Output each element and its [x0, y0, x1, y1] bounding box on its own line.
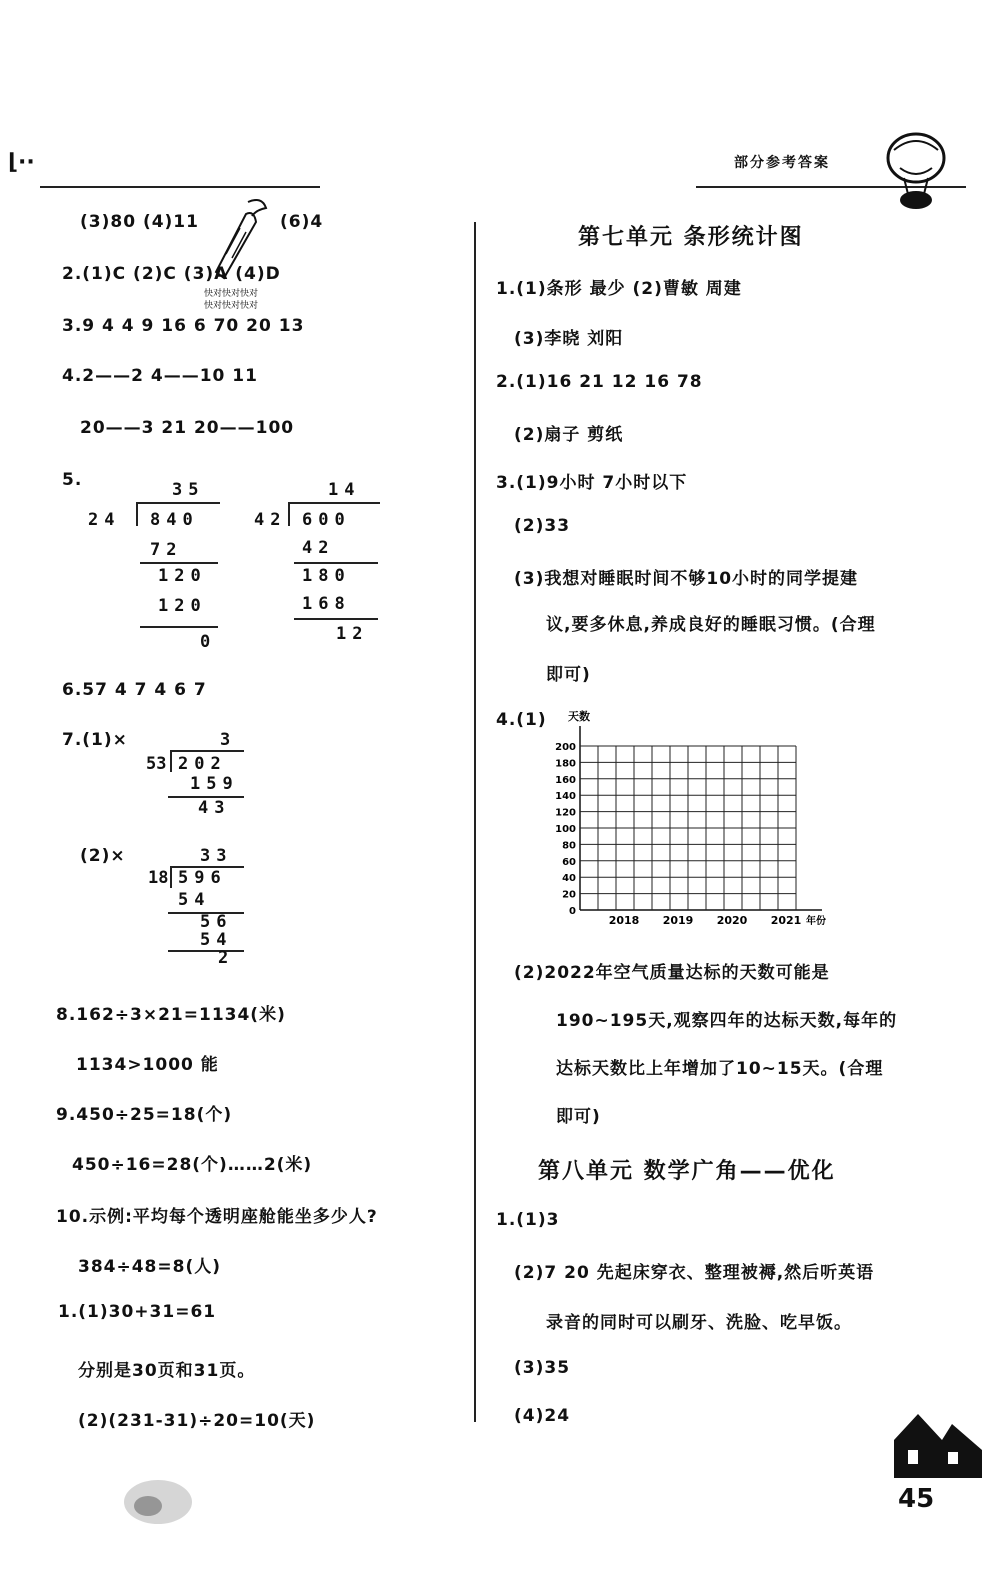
x-tick-label: 2020 — [716, 914, 748, 927]
right-line-10: 4.(1) — [496, 710, 547, 730]
footer-smudge-icon — [118, 1470, 198, 1530]
div2-divisor: 42 — [254, 510, 287, 530]
right-line-6: (2)33 — [514, 516, 571, 536]
left-line-18: (2)(231-31)÷20=10(天) — [78, 1411, 316, 1431]
stamp-text: 快对快对快对 快对快对快对 — [204, 289, 259, 311]
x-tick-label: 2018 — [608, 914, 640, 927]
div1-rem: 0 — [200, 632, 217, 652]
div4-r2: 56 — [200, 912, 233, 932]
div4-quotient: 33 — [200, 846, 233, 866]
div1-divisor: 24 — [88, 510, 121, 530]
y-axis-label: 天数 — [568, 710, 590, 723]
y-tick-label: 100 — [555, 824, 576, 835]
right-line-14: 即可) — [556, 1107, 601, 1127]
div4-bracket — [170, 866, 172, 888]
div2-rem: 12 — [336, 624, 369, 644]
right8-line-4: (3)35 — [514, 1358, 571, 1378]
column-divider — [474, 222, 476, 1422]
div1-bar — [138, 502, 220, 504]
y-tick-label: 140 — [555, 791, 576, 803]
div1-rule-1 — [140, 562, 218, 564]
div2-r2: 180 — [302, 566, 351, 586]
right-line-13: 达标天数比上年增加了10~15天。(合理 — [556, 1059, 884, 1079]
y-tick-label: 60 — [562, 856, 576, 868]
left-line-12: 9.450÷25=18(个) — [56, 1105, 233, 1125]
right-line-5: 3.(1)9小时 7小时以下 — [496, 473, 688, 493]
left-line-13: 450÷16=28(个)……2(米) — [72, 1155, 313, 1175]
corner-mark: ⌊·· — [8, 150, 35, 175]
left-line-3: 3.9 4 4 9 16 6 70 20 13 — [62, 316, 305, 336]
right-line-3: 2.(1)16 21 12 16 78 — [496, 372, 703, 392]
div1-r2: 120 — [158, 566, 207, 586]
right-line-2: (3)李晓 刘阳 — [514, 329, 624, 349]
left-line-2: 2.(1)C (2)C (3)A (4)D — [62, 264, 281, 284]
div4-r1: 54 — [178, 890, 211, 910]
x-tick-label: 2021 — [770, 914, 802, 927]
div2-rule-1 — [294, 562, 378, 564]
right8-line-3: 录音的同时可以刷牙、洗脸、吃早饭。 — [546, 1313, 852, 1333]
left-line-1b: (6)4 — [280, 212, 324, 232]
left-line-8: 7.(1)× — [62, 730, 128, 750]
div2-bracket — [288, 502, 290, 526]
div3-rem: 43 — [198, 798, 231, 818]
x-tick-label: 2019 — [662, 914, 694, 927]
left-line-14: 10.示例:平均每个透明座舱能坐多少人? — [56, 1207, 378, 1227]
right-line-7: (3)我想对睡眠时间不够10小时的同学提建 — [514, 569, 859, 589]
left-line-16: 1.(1)30+31=61 — [58, 1302, 217, 1322]
div4-rem: 2 — [218, 948, 235, 968]
right-line-4: (2)扇子 剪纸 — [514, 425, 624, 445]
div2-quotient: 14 — [328, 480, 361, 500]
right-line-12: 190~195天,观察四年的达标天数,每年的 — [556, 1011, 898, 1031]
bar-chart — [550, 706, 830, 930]
unit8-title: 第八单元 数学广角——优化 — [538, 1159, 836, 1184]
y-tick-label: 180 — [555, 758, 576, 770]
left-line-6: 5. — [62, 470, 83, 490]
div3-dividend: 202 — [178, 754, 227, 774]
right-line-1: 1.(1)条形 最少 (2)曹敏 周建 — [496, 279, 742, 299]
div2-bar — [290, 502, 380, 504]
y-tick-label: 120 — [555, 807, 576, 819]
div3-divisor: 53 — [146, 754, 167, 774]
left-line-10: 8.162÷3×21=1134(米) — [56, 1005, 286, 1025]
y-tick-label: 200 — [555, 742, 576, 753]
right8-line-2: (2)7 20 先起床穿衣、整理被褥,然后听英语 — [514, 1263, 875, 1283]
right8-line-1: 1.(1)3 — [496, 1210, 560, 1230]
div1-r3: 120 — [158, 596, 207, 616]
div2-dividend: 600 — [302, 510, 351, 530]
left-line-17: 分别是30页和31页。 — [78, 1361, 256, 1381]
div4-r3: 54 — [200, 930, 233, 950]
right-line-9: 即可) — [546, 665, 591, 685]
div3-quotient: 3 — [220, 730, 237, 750]
left-line-9: (2)× — [80, 846, 126, 866]
y-tick-label: 20 — [562, 889, 576, 901]
div2-r3: 168 — [302, 594, 351, 614]
balloon-icon — [878, 128, 958, 214]
div2-rule-2 — [294, 618, 378, 620]
right8-line-5: (4)24 — [514, 1406, 571, 1426]
y-tick-label: 80 — [562, 840, 576, 852]
page-number: 45 — [898, 1484, 935, 1514]
left-line-15: 384÷48=8(人) — [78, 1257, 221, 1277]
div4-dividend: 596 — [178, 868, 227, 888]
right-line-11: (2)2022年空气质量达标的天数可能是 — [514, 963, 830, 983]
left-line-4: 4.2——2 4——10 11 — [62, 366, 258, 386]
left-line-7: 6.57 4 7 4 6 7 — [62, 680, 207, 700]
header-rule-left — [40, 186, 320, 188]
y-tick-label: 40 — [562, 873, 576, 885]
left-line-5: 20——3 21 20——100 — [80, 418, 295, 438]
div4-divisor: 18 — [148, 868, 169, 888]
right-line-8: 议,要多休息,养成良好的睡眠习惯。(合理 — [546, 615, 876, 635]
div1-quotient: 35 — [172, 480, 205, 500]
div1-dividend: 840 — [150, 510, 199, 530]
div1-r1: 72 — [150, 540, 183, 560]
left-line-1: (3)80 (4)11 — [80, 212, 199, 232]
y-tick-label: 0 — [569, 906, 576, 917]
div1-rule-2 — [140, 626, 218, 628]
div3-bracket — [170, 750, 172, 772]
header-title: 部分参考答案 — [734, 155, 830, 171]
div3-bar — [172, 750, 244, 752]
div3-r1: 159 — [190, 774, 239, 794]
unit7-title: 第七单元 条形统计图 — [578, 225, 804, 250]
div2-r1: 42 — [302, 538, 335, 558]
house-icon — [888, 1400, 988, 1480]
y-tick-label: 160 — [555, 774, 576, 786]
x-axis-label: 年份 — [806, 916, 826, 927]
left-line-11: 1134>1000 能 — [76, 1055, 219, 1075]
div1-bracket — [136, 502, 138, 526]
